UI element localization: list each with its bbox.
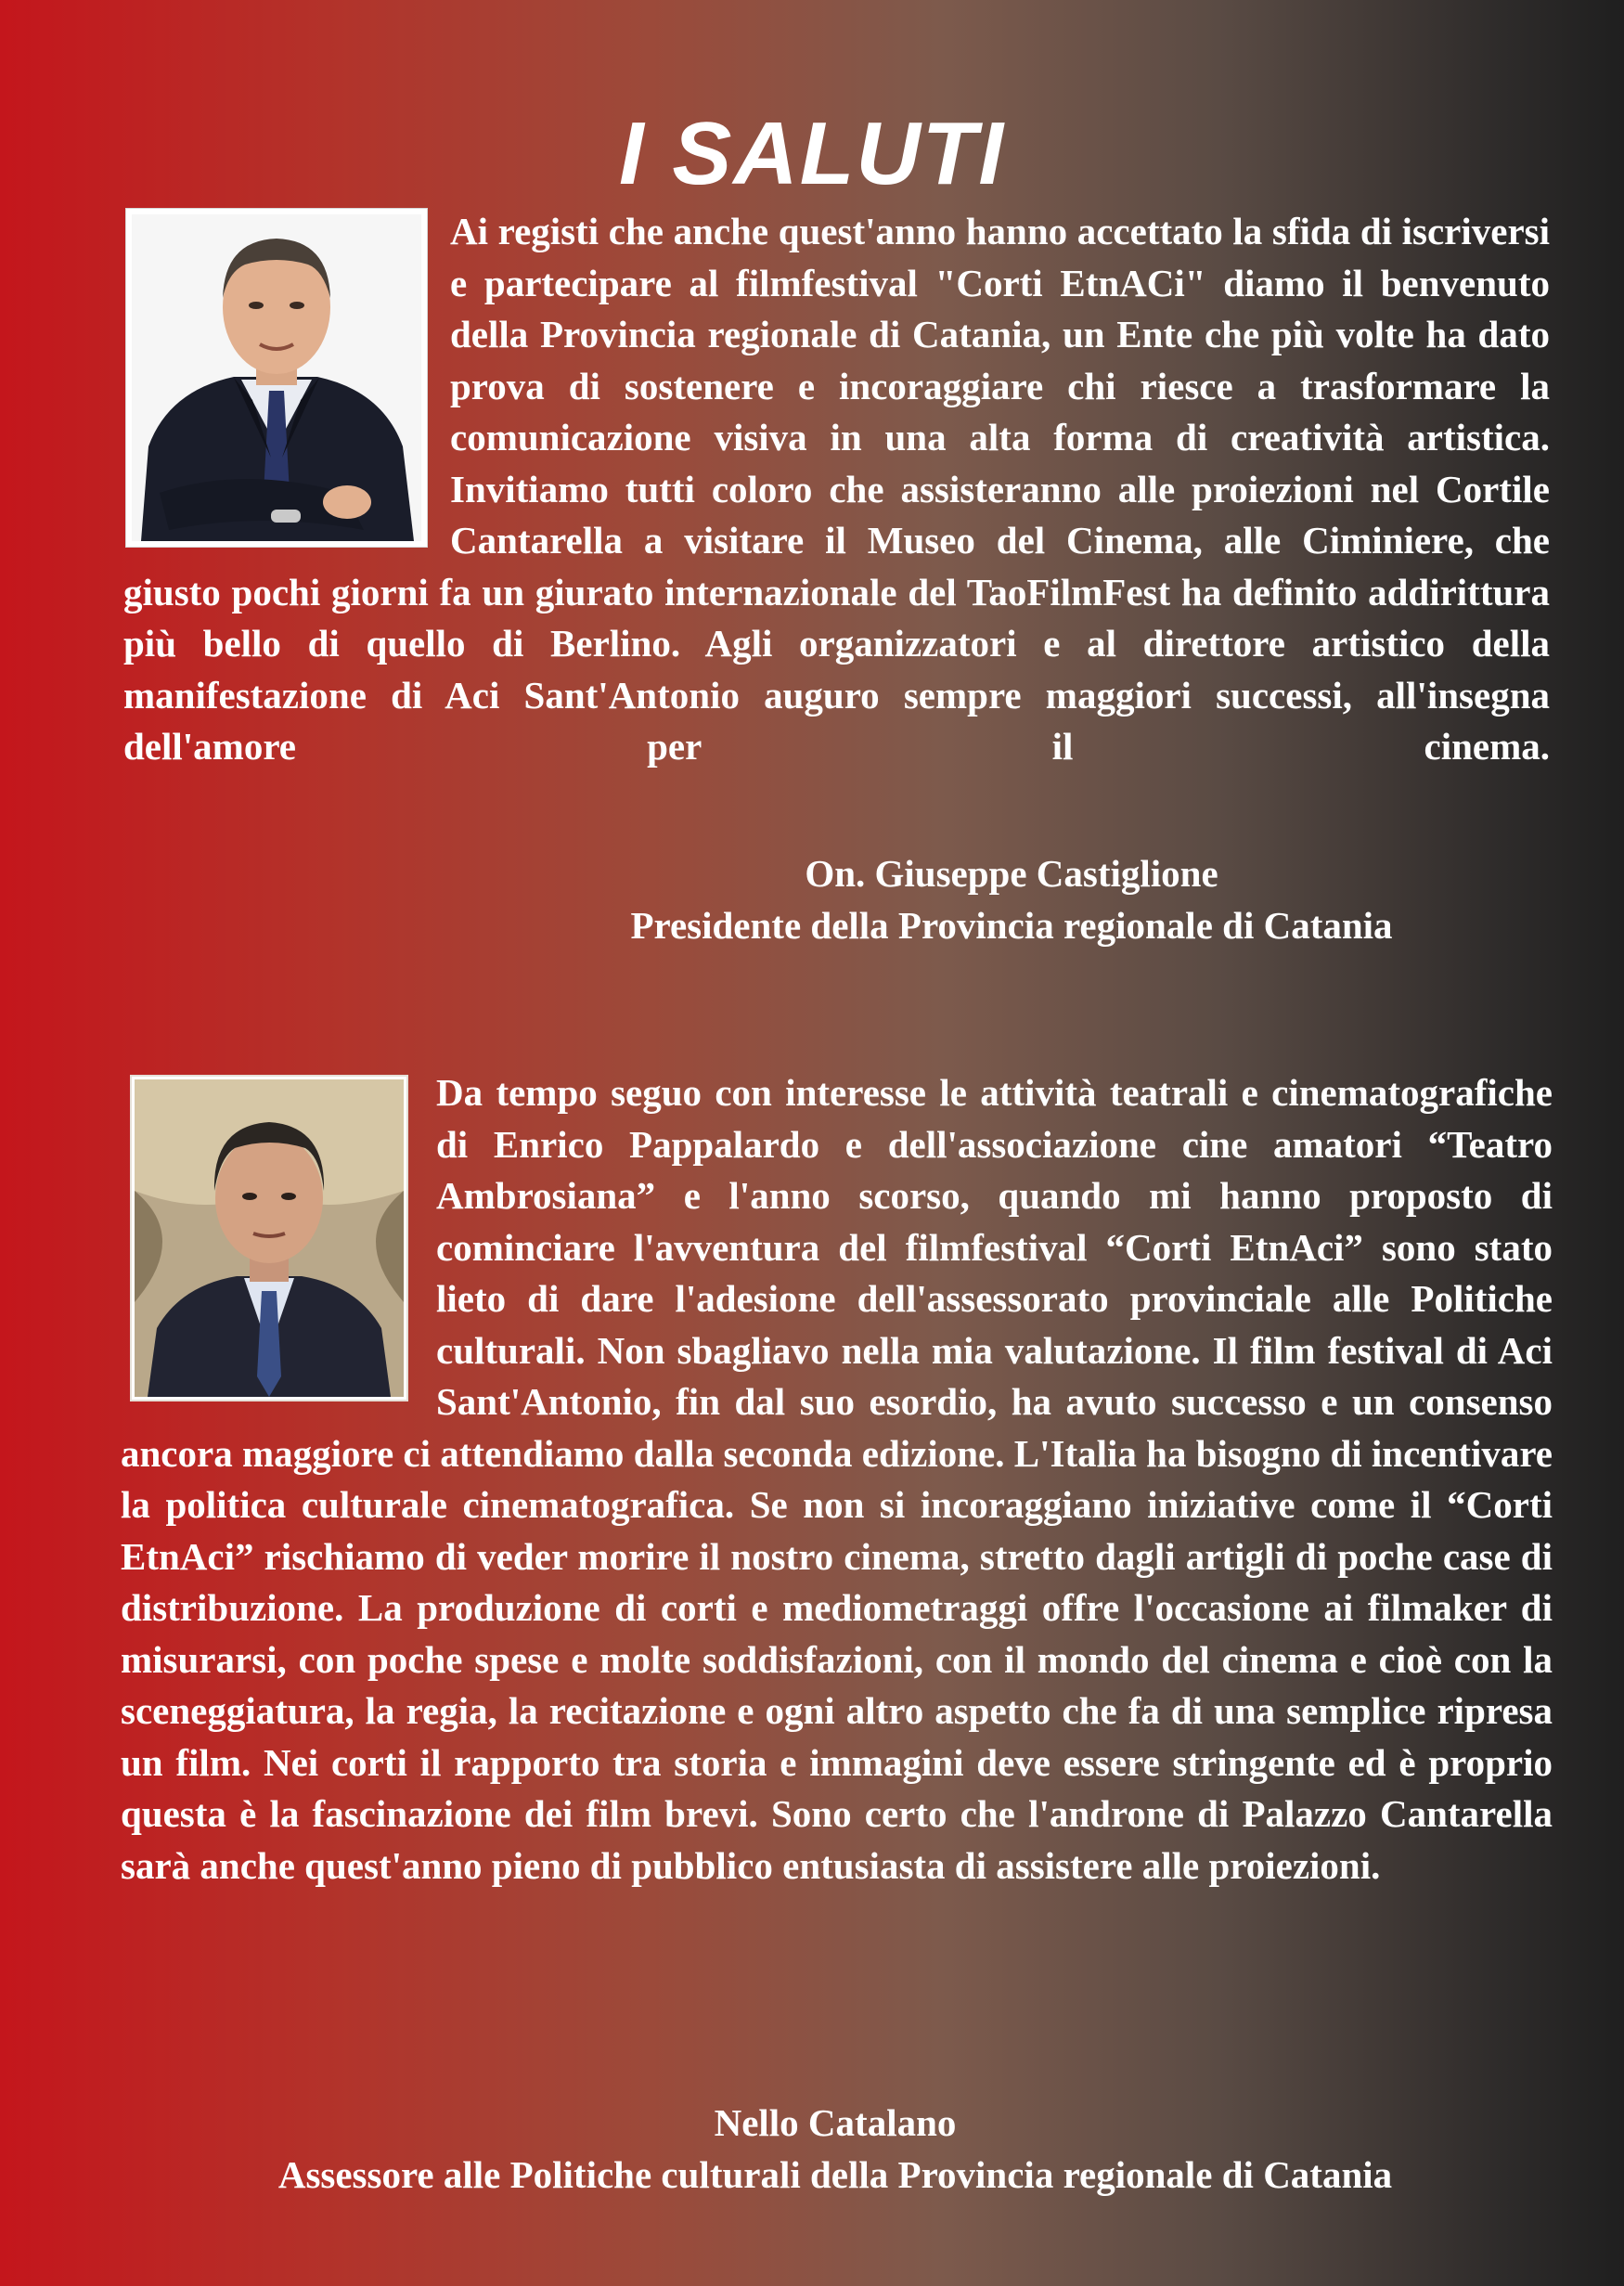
signature-role: Presidente della Provincia regionale di Catania [630,904,1393,947]
signature-name: On. Giuseppe Castiglione [805,852,1218,895]
signature-castiglione [520,847,1503,951]
portrait-castiglione-illustration [132,214,421,541]
portrait-catalano-illustration [135,1079,404,1397]
portrait-photo-catalano [130,1075,408,1401]
portrait-photo-castiglione [125,208,428,548]
greeting-body-catalano: Da tempo seguo con interesse le attività teatrali e cinematografiche di Enrico Pappalardo e dell'associazione cine amatori “Teatro Ambrosiana” e l'anno scorso, quando mi hanno proposto di cominciare l'avventura del filmfestival “Corti EtnAci” sono stato lieto di dare l'adesione dell'assessorato provinciale alle Politiche culturali. Non sbagliavo nella mia valutazione. Il film festival di Aci Sant'Antonio, fin dal suo esordio, ha avuto successo e un consenso ancora maggiore ci attendiamo dalla seconda edizione. L'Italia ha bisogno di incentivare la politica culturale cinematografica. Se non si incoraggiano iniziative come il “Corti EtnAci” rischiamo di veder morire il nostro cinema, stretto dagli artigli di poche case di distribuzione. La produzione di corti e mediometraggi offre l'occasione ai filmaker di misurarsi, con poche spese e molte soddisfazioni, con il mondo del cinema e cioè con la sceneggiatura, la regia, la recitazione e ogni altro aspetto che fa di una semplice ripresa un film. Nei corti il rapporto tra storia e immagini deve essere stringente ed è proprio questa è la fascinazione dei film brevi. Sono certo che l'androne di Palazzo Cantarella sarà anche quest'anno pieno di pubblico entusiasta di assistere alle proiezioni. [121,1071,1553,1887]
greeting-section-catalano [121,1067,1553,1892]
signature-name: Nello Catalano [714,2101,957,2144]
greeting-body-castiglione: Ai registi che anche quest'anno hanno accettato la sfida di iscriversi e partecipare al filmfestival "Corti EtnACi" diamo il benvenuto della Provincia regionale di Catania, un Ente che più volte ha dato prova di sostenere e incoraggiare chi riesce a trasformare la comunicazione visiva in una alta forma di creatività artistica. Invitiamo tutti coloro che assisteranno alle proiezioni nel Cortile Cantarella a visitare il Museo del Cinema, alle Ciminiere, che giusto pochi giorni fa un giurato internazionale del TaoFilmFest ha definito addirittura più bello di quello di Berlino. Agli organizzatori e al direttore artistico della manifestazione di Aci Sant'Antonio auguro sempre maggiori successi, all'insegna dell'amore per il cinema. [123,210,1550,768]
page-title: I SALUTI [619,104,1005,204]
greeting-section-castiglione [123,206,1550,773]
signature-catalano [121,2097,1550,2201]
signature-role: Assessore alle Politiche culturali della Provincia regionale di Catania [277,2153,1393,2196]
